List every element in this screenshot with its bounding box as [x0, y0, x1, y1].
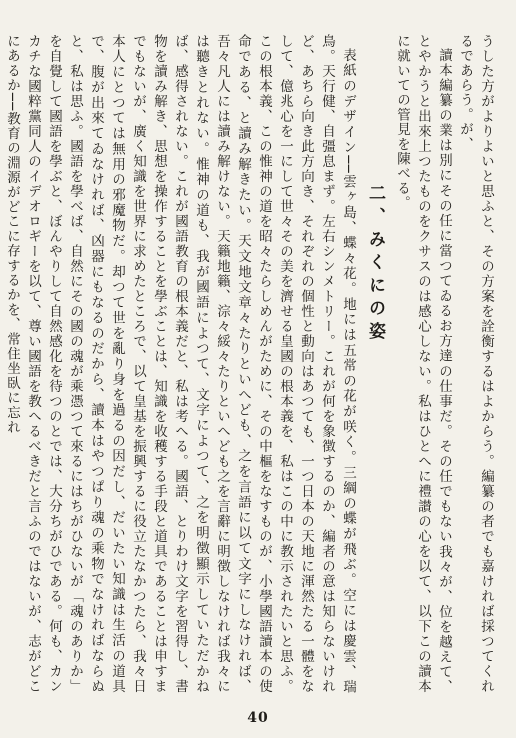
vertical-text-block — [4, 34, 496, 694]
paragraph-continuation: うした方がよりよいと思ふと、その方案を詮衡するはよからう。編纂の者でも嘉ければ採つてくれるであらう。が、 — [457, 34, 494, 694]
page-number: 40 — [247, 710, 269, 726]
paragraph-preface: 讀本編纂の業は別にその任に當つてゐるお方達の仕事だ。その任でもない我々が、位を越えて、とやかうと出來上つたものをクサスのは感心しない。私はひとへに禮讃の心を以て、以下この讀本に就いての管見を陳べる。 — [394, 34, 452, 694]
section-heading: 二、みくにの姿 — [365, 184, 385, 345]
paragraph-body: 表紙のデザイン──雲ヶ島、蝶々花。地には五常の花が咲く。三綱の蝶が飛ぶ。空には慶雲、瑞鳥。天行健、自彊息まず。左右シンメトリー。これが何を象徴するのか、編者の意は知らないけれど、あちら向き此方向き、それぞれの個性と動向はあつても、一つ日本の天地に渾然たる一體をなして、億兆心を一にして世々その美を濟せる皇國の根本義を、私はこの中に教示されたいと思ふ。この根本義、この惟神の道を昭々たらしめんがために、その中樞をなすものが、小學國語讀本の使命である、と讀み解きたい。天文地文章々たりといへども、之を言語に以て文字にしなければ、吾々凡人には讀み解けない。天籟地籟、淙々綏々たりといへども之を言辭に明徴しなければ我々には聽きとれない。惟神の道も、我が國語によつて、文字によつて、之を明徴顯示していただかねば、感得されない。これが國語教育の根本義だと、私は考へる。國語、とりわけ文字を習得し、書物を讀み解き、思想を操作することを學ぶことは、知識を收穫する手段と道具であることは申すまでもないが、廣く知識を世界に求めたところで、以て皇基を振興するに役立たなかつたら、我々日本人にとつては無用の邪魔物だ。却つて世を亂り身を過るの因だし、だいたい知識は生活の道具で、腹が出來てゐなければ、凶器にもなるのだから、讀本はやつぱり魂の乘物でなければならぬと、私は思ふ。國語を學べば、自然にその國の魂が乘憑つて來るにはちがひないが「魂のありか」を自覺して國語を學ぶと、ぼんやりして自然感化を待つのとでは、大分ちがひである。何も、カンカチな國粹黨同人のイデオロギーを以て、尊い國語を教へるべきだと言ふのではないが、志がどこにあるか──教育の淵源がどこに存するかを、常住坐臥に忘れ — [4, 34, 356, 694]
